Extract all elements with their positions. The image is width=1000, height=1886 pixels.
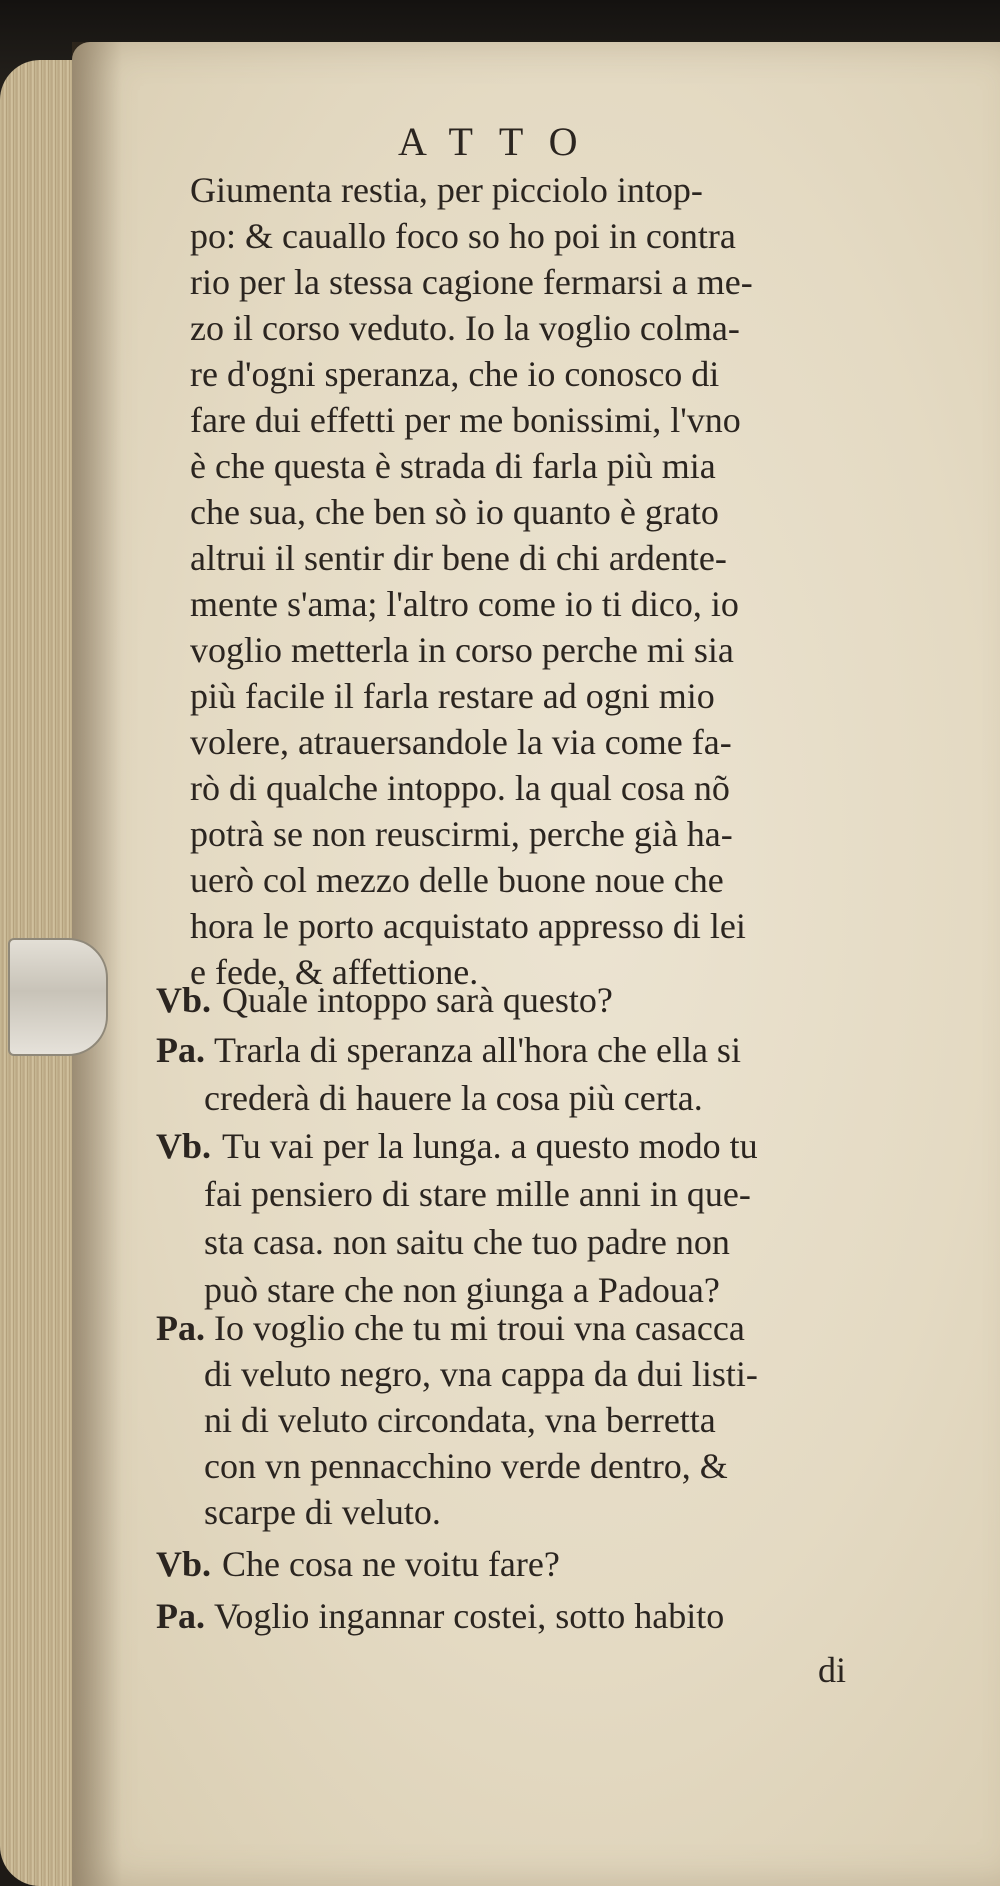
text-line: voglio metterla in corso perche mi sia: [190, 630, 734, 670]
text-line: potrà se non reuscirmi, perche già ha-: [190, 814, 733, 854]
text-line: più facile il farla restare ad ogni mio: [190, 676, 715, 716]
speaker-label: Pa.: [156, 1596, 205, 1636]
speaker-label: Pa.: [156, 1308, 205, 1348]
text-line: re d'ogni speranza, che io conosco di: [190, 354, 720, 394]
speaker-label: Vb.: [156, 980, 212, 1020]
text-line: con vn pennacchino verde dentro, &: [204, 1446, 728, 1486]
text-line: sta casa. non saitu che tuo padre non: [204, 1222, 730, 1262]
text-line: Io voglio che tu mi troui vna casacca: [214, 1308, 745, 1348]
text-line: fare dui effetti per me bonissimi, l'vno: [190, 400, 741, 440]
catchword: di: [818, 1650, 847, 1690]
text-line: Tu vai per la lunga. a questo modo tu: [222, 1126, 758, 1166]
speaker-label: Vb.: [156, 1544, 212, 1584]
text-line: ni di veluto circondata, vna berretta: [204, 1400, 716, 1440]
text-line: fai pensiero di stare mille anni in que-: [204, 1174, 751, 1214]
running-header: ATTO: [398, 119, 604, 164]
text-line: di veluto negro, vna cappa da dui listi-: [204, 1354, 758, 1394]
text-line: che sua, che ben sò io quanto è grato: [190, 492, 719, 532]
text-line: hora le porto acquistato appresso di lei: [190, 906, 746, 946]
text-line: è che questa è strada di farla più mia: [190, 446, 716, 486]
text-line: e fede, & affettione.: [190, 952, 479, 992]
text-line: uerò col mezzo delle buone noue che: [190, 860, 724, 900]
speaker-label: Vb.: [156, 1126, 212, 1166]
text-line: volere, atrauersandole la via come fa-: [190, 722, 732, 762]
text-line: Quale intoppo sarà questo?: [222, 980, 613, 1020]
text-line: rio per la stessa cagione fermarsi a me-: [190, 262, 753, 302]
text-line: altrui il sentir dir bene di chi ardente-: [190, 538, 727, 578]
text-line: Trarla di speranza all'hora che ella si: [214, 1030, 741, 1070]
text-line: rò di qualche intoppo. la qual cosa nõ: [190, 768, 730, 808]
text-line: Voglio ingannar costei, sotto habito: [214, 1596, 725, 1636]
text-line: mente s'ama; l'altro come io ti dico, io: [190, 584, 739, 624]
text-line: zo il corso veduto. Io la voglio colma-: [190, 308, 740, 348]
text-line: può stare che non giunga a Padoua?: [204, 1270, 720, 1310]
text-line: po: & cauallo foco so ho poi in contra: [190, 216, 736, 256]
speaker-label: Pa.: [156, 1030, 205, 1070]
text-line: Che cosa ne voitu fare?: [222, 1544, 560, 1584]
text-line: Giumenta restia, per picciolo intop-: [190, 170, 703, 210]
text-line: crederà di hauere la cosa più certa.: [204, 1078, 703, 1118]
text-line: scarpe di veluto.: [204, 1492, 441, 1532]
